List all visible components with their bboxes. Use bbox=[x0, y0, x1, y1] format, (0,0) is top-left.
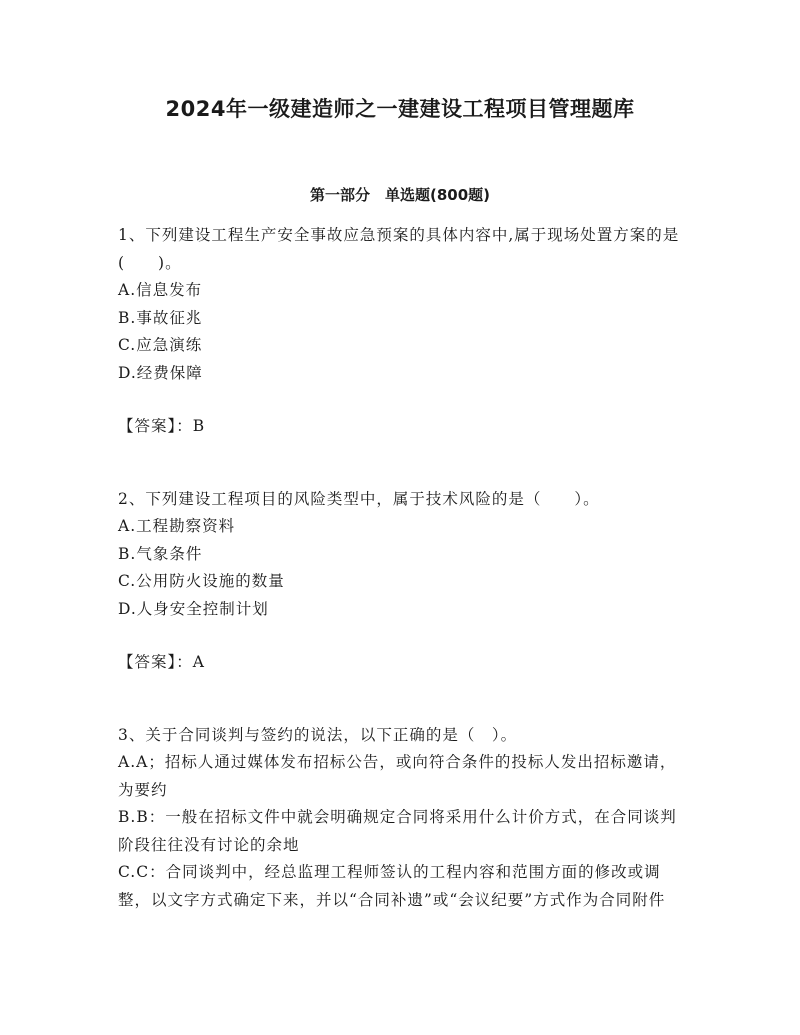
answer-line: 【答案】：B bbox=[118, 417, 206, 435]
option-b: B.事故征兆 bbox=[118, 308, 203, 327]
question-3 bbox=[118, 722, 688, 915]
option-c: C.公用防火设施的数量 bbox=[118, 572, 285, 590]
question-stem: 2、下列建设工程项目的风险类型中，属于技术风险的是（ ）。 bbox=[118, 489, 600, 508]
option-b: B.B：一般在招标文件中就会明确规定合同将采用什么计价方式，在合同谈判阶段往往没有讨论的余地 bbox=[118, 808, 677, 854]
question-stem: 3、关于合同谈判与签约的说法，以下正确的是（ ）。 bbox=[118, 725, 518, 744]
document-title: 2024年一级建造师之一建建设工程项目管理题库 bbox=[165, 97, 635, 121]
option-a: A.A；招标人通过媒体发布招标公告，或向符合条件的投标人发出招标邀请，为要约 bbox=[118, 753, 677, 799]
question-2 bbox=[118, 486, 688, 677]
question-stem: 1、下列建设工程生产安全事故应急预案的具体内容中,属于现场处置方案的是( )。 bbox=[118, 226, 680, 272]
section-title: 第一部分 单选题(800题) bbox=[309, 186, 491, 204]
option-a: A.信息发布 bbox=[118, 281, 203, 299]
question-1 bbox=[118, 222, 688, 441]
option-c: C.应急演练 bbox=[118, 336, 203, 354]
option-d: D.经费保障 bbox=[118, 363, 203, 382]
question-list bbox=[118, 222, 688, 914]
option-a: A.工程勘察资料 bbox=[118, 517, 236, 535]
option-c: C.C：合同谈判中，经总监理工程师签认的工程内容和范围方面的修改或调整，以文字方式确定下来，并以“合同补遗”或“会议纪要”方式作为合同附件 bbox=[118, 863, 666, 909]
option-b: B.气象条件 bbox=[118, 544, 203, 563]
option-d: D.人身安全控制计划 bbox=[118, 599, 269, 618]
answer-line: 【答案】：A bbox=[118, 653, 205, 671]
